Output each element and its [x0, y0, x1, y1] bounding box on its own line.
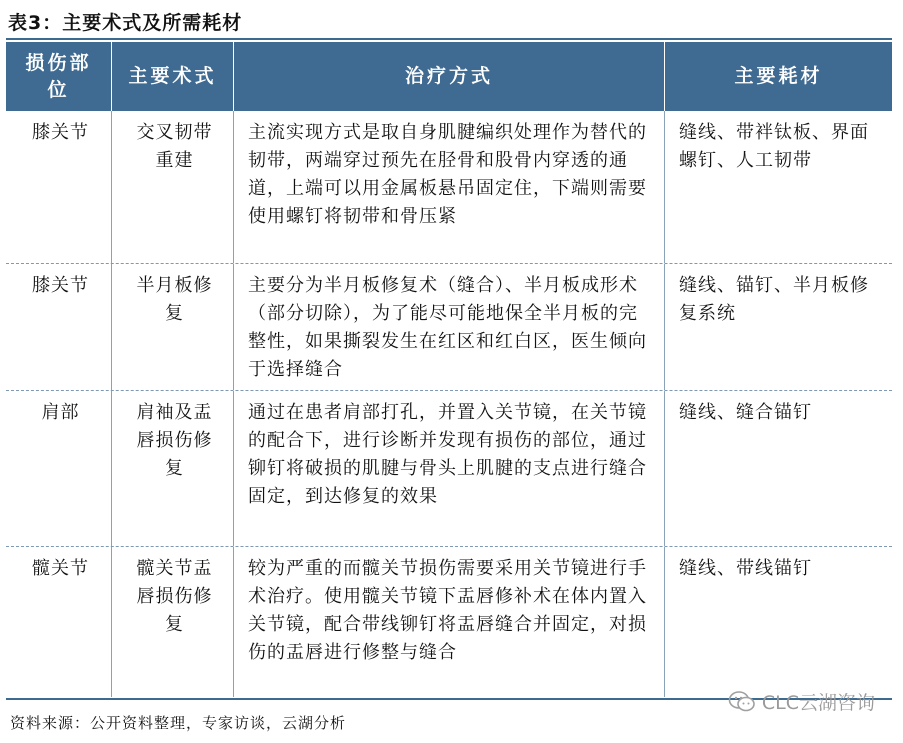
header-treatment: 治疗方式 [234, 42, 665, 111]
table-row [6, 391, 892, 547]
source-note: 资料来源：公开资料整理，专家访谈，云湖分析 [10, 714, 347, 732]
header-materials: 主要耗材 [734, 65, 823, 87]
cell-treatment: 主要分为半月板修复术（缝合）、半月板成形术（部分切除），为了能尽可能地保全半月板的完整性，如果撕裂发生在红区和红白区，医生倾向于选择缝合 [234, 264, 665, 390]
table-title: 表3：主要术式及所需耗材 [8, 12, 243, 34]
cell-procedure: 交叉韧带重建 [112, 111, 234, 263]
cell-materials: 缝线、锚钉、半月板修复系统 [679, 275, 869, 324]
header-procedure: 主要术式 [112, 42, 234, 111]
cell-materials: 缝线、带线锚钉 [679, 558, 812, 579]
cell-materials: 缝线、带袢钛板、界面螺钉、人工韧带 [679, 122, 869, 171]
cell-treatment: 主流实现方式是取自身肌腱编织处理作为替代的韧带，两端穿过预先在胫骨和股骨内穿透的通道，上端可以用金属板悬吊固定住，下端则需要使用螺钉将韧带和骨压紧 [234, 111, 665, 263]
cell-procedure: 半月板修复 [112, 264, 234, 390]
cell-site: 髋关节 [6, 547, 112, 697]
top-rule [6, 38, 892, 40]
table-row [6, 111, 892, 264]
watermark-text: CLC云湖咨询 [761, 692, 875, 714]
cell-procedure: 肩袖及盂唇损伤修复 [112, 391, 234, 546]
cell-treatment: 较为严重的而髋关节损伤需要采用关节镜进行手术治疗。使用髋关节镜下盂唇修补术在体内置入关节镜，配合带线铆钉将盂唇缝合并固定，对损伤的盂唇进行修整与缝合 [234, 547, 665, 697]
header-site: 损伤部位 [6, 42, 112, 111]
table-row [6, 547, 892, 697]
consumables-table [6, 42, 892, 697]
wechat-icon [728, 690, 756, 714]
table-row [6, 264, 892, 391]
table-header [6, 42, 892, 111]
cell-procedure: 髋关节盂唇损伤修复 [112, 547, 234, 697]
cell-site: 膝关节 [6, 264, 112, 390]
cell-site: 膝关节 [6, 111, 112, 263]
cell-treatment: 通过在患者肩部打孔，并置入关节镜，在关节镜的配合下，进行诊断并发现有损伤的部位，通过铆钉将破损的肌腱与骨头上肌腱的支点进行缝合固定，到达修复的效果 [234, 391, 665, 546]
cell-site: 肩部 [6, 391, 112, 546]
watermark [728, 688, 875, 715]
cell-materials: 缝线、缝合锚钉 [679, 402, 812, 423]
